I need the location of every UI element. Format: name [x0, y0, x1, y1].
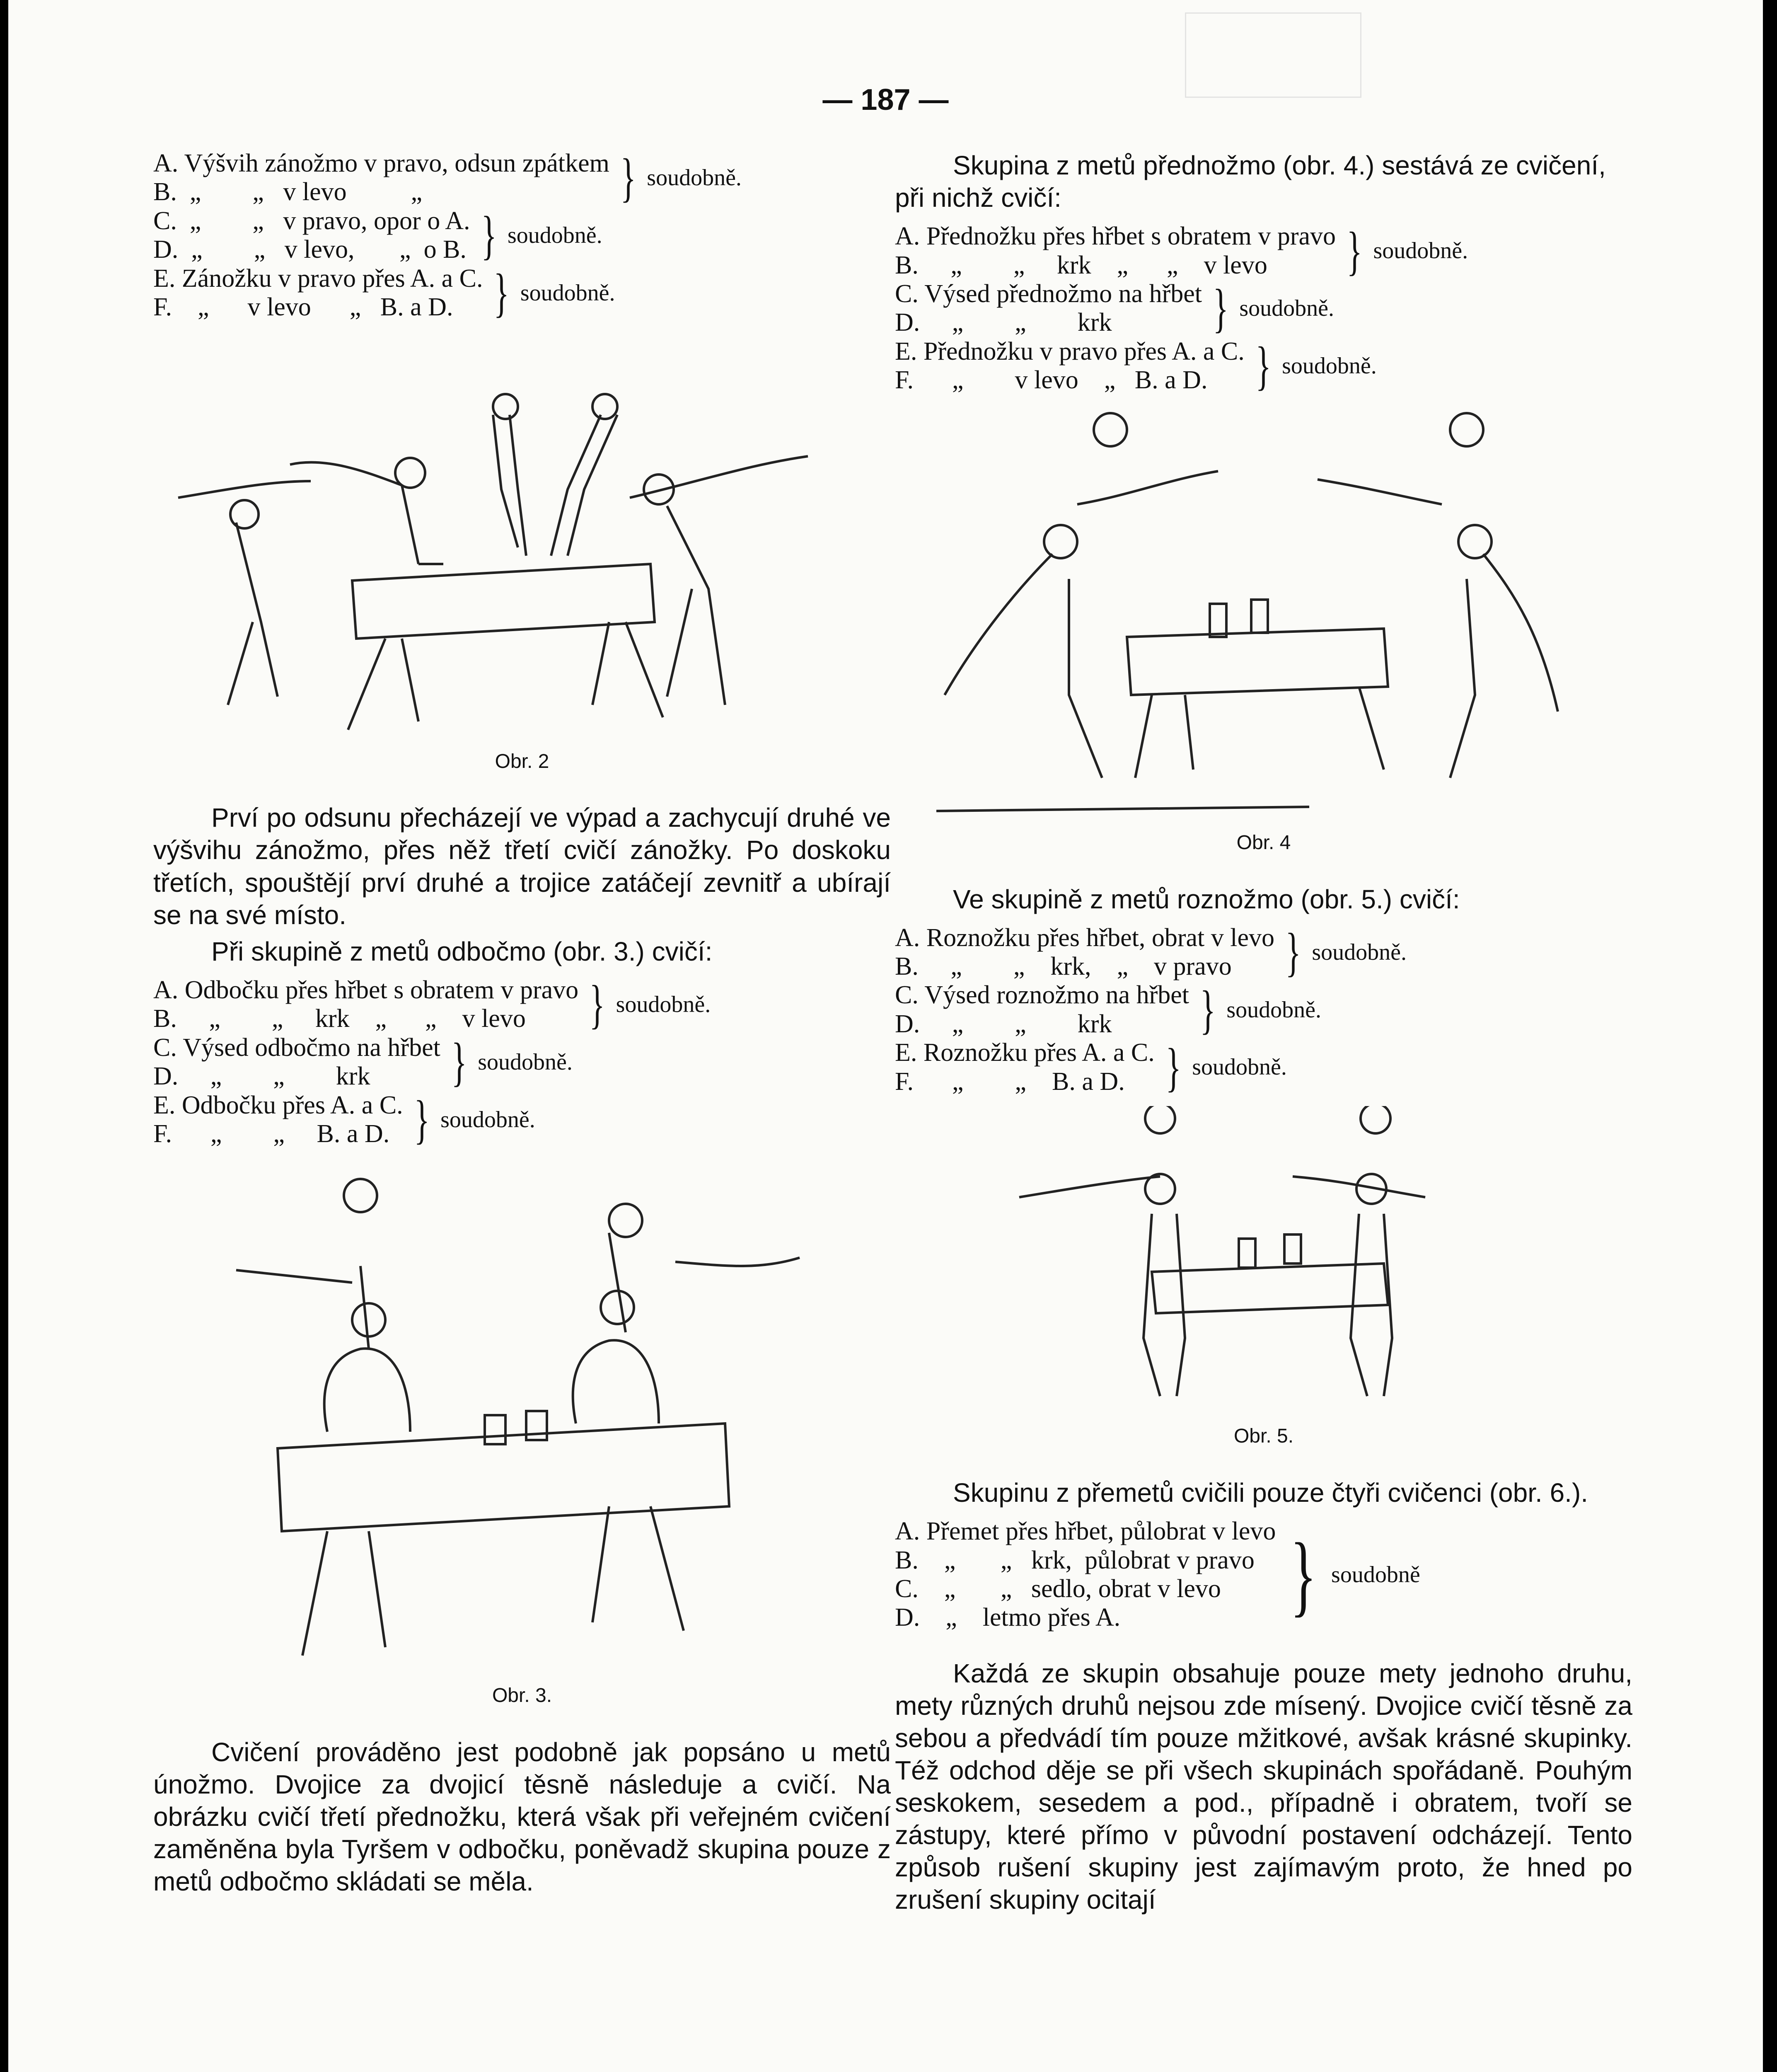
brace: } [620, 148, 636, 208]
exercise-row: D. „ „ v levo, „ o B. [153, 235, 467, 264]
exercise-row: C. Výsed přednožmo na hřbet [895, 280, 1202, 308]
exercise-row: F. „ „ B. a D. [153, 1119, 390, 1148]
exercise-row: A. Roznožku přes hřbet, obrat v levo [895, 923, 1274, 952]
paragraph-odbocmo: Cvičení prováděno jest podobně jak popsáno u metů únožmo. Dvojice za dvojicí těsně následuje a cvičí. Na obrázku cvičí třetí přednožku, která však při veřejném cvičení zaměněna byla Tyršem v odbočku, poněvadž skupina pouze z metů odbočmo skládati se měla. [153, 1737, 891, 1897]
figure-5-illustration [895, 1106, 1632, 1421]
brace: } [493, 263, 510, 323]
exercise-row: A. Přednožku přes hřbet s obratem v pravo [895, 222, 1336, 251]
exercise-row: E. Odbočku přes A. a C. [153, 1091, 403, 1119]
exercise-list-premet [895, 1517, 1632, 1632]
together-label: soudobně. [440, 1106, 535, 1133]
together-label: soudobně [1331, 1561, 1420, 1588]
figure-4-illustration [895, 405, 1632, 828]
exercise-list-prednozka [895, 222, 1632, 395]
exercise-row: B. „ „ krk „ „ v levo [153, 1005, 526, 1033]
intro-odbocmo: Při skupině z metů odbočmo (obr. 3.) cvičí: [211, 936, 713, 966]
brace: } [414, 1089, 430, 1150]
page-number: — 187 — [822, 83, 949, 116]
exercise-row: E. Zánožku v pravo přes A. a C. [153, 264, 483, 293]
brace: } [1200, 980, 1216, 1040]
exercise-row: B. „ „ krk, půlobrat v pravo [895, 1546, 1255, 1574]
intro-roznozmo: Ve skupině z metů roznožmo (obr. 5.) cvičí: [953, 884, 1460, 914]
together-label: soudobně. [520, 280, 615, 306]
brace: } [1255, 336, 1271, 396]
together-label: soudobně. [478, 1049, 573, 1075]
brace: } [1165, 1037, 1181, 1097]
paragraph-skupiny: Každá ze skupin obsahuje pouze mety jednoho druhu, mety různých druhů nejsou zde mísený. Dvojice cvičí těsně za sebou a předvádí tím pouze mžitkové, avšak krásné skupinky. Též odchod děje se při všech skupinách spořádaně. Pouhým seskokem, sesedem a pod., případně i obratem, tvoří se zástupy, které přímo v původní postavení odcházejí. Tento způsob rušení skupiny jest zajímavým proto, že hned po zrušení skupiny ocitají [895, 1658, 1632, 1915]
brace: } [1285, 922, 1301, 983]
page [8, 0, 1763, 2072]
together-label: soudobně. [1282, 353, 1377, 379]
together-label: soudobně. [507, 222, 602, 248]
left-column [153, 149, 891, 1902]
together-label: soudobně. [1239, 295, 1335, 322]
exercise-row: B. „ „ krk, „ v pravo [895, 952, 1232, 981]
paragraph-odsun: Prví po odsunu přecházejí ve výpad a zachycují druhé ve výšvihu zánožmo, přes něž třetí cvičí zánožky. Po doskoku třetích, spouštějí prví druhé a trojice zatáčejí zevnitř a ubírají se na své místo. [153, 803, 891, 930]
figure-4-caption: Obr. 4 [1236, 831, 1291, 854]
exercise-row: D. „ letmo přes A. [895, 1603, 1121, 1632]
together-label: soudobně. [616, 991, 711, 1017]
brace: } [1347, 221, 1362, 281]
together-label: soudobně. [1192, 1054, 1287, 1080]
exercise-list-odbocka [153, 976, 891, 1149]
intro-premety: Skupinu z přemetů cvičili pouze čtyři cvičenci (obr. 6.). [953, 1477, 1588, 1508]
together-label: soudobně. [1312, 939, 1407, 965]
right-column [895, 149, 1632, 1920]
together-label: soudobně. [647, 165, 742, 191]
brace: } [451, 1032, 467, 1092]
exercise-row: B. „ „ v levo „ [153, 178, 423, 206]
figure-2-caption: Obr. 2 [495, 750, 549, 772]
exercise-row: E. Přednožku v pravo přes A. a C. [895, 337, 1245, 366]
figure-3-caption: Obr. 3. [492, 1685, 552, 1707]
brace: } [481, 206, 497, 266]
exercise-row: A. Přemet přes hřbet, půlobrat v levo [895, 1517, 1276, 1546]
exercise-row: C. Výsed odbočmo na hřbet [153, 1033, 440, 1062]
exercise-row: D. „ „ krk [153, 1062, 370, 1091]
exercise-row: C. Výsed roznožmo na hřbet [895, 981, 1189, 1009]
together-label: soudobně. [1373, 238, 1468, 264]
brace: } [1213, 278, 1228, 339]
exercise-row: A. Výšvih zánožmo v pravo, odsun zpátkem [153, 149, 609, 177]
exercise-row: F. „ „ B. a D. [895, 1067, 1125, 1096]
figure-2-illustration [153, 332, 891, 746]
figure-5-caption: Obr. 5. [1233, 1425, 1294, 1447]
exercise-row: E. Roznožku přes A. a C. [895, 1038, 1155, 1067]
exercise-list-roznozka [895, 924, 1632, 1097]
exercise-row: F. „ v levo „ B. a D. [153, 293, 453, 322]
figure-3-illustration [153, 1158, 891, 1680]
exercise-row: D. „ „ krk [895, 308, 1112, 337]
exercise-row: A. Odbočku přes hřbet s obratem v pravo [153, 975, 579, 1004]
brace: } [1290, 1524, 1317, 1625]
brace: } [589, 975, 605, 1035]
exercise-row: B. „ „ krk „ „ v levo [895, 251, 1267, 279]
exercise-row: C. „ „ sedlo, obrat v levo [895, 1574, 1221, 1603]
exercise-row: F. „ v levo „ B. a D. [895, 366, 1208, 395]
together-label: soudobně. [1226, 997, 1322, 1023]
exercise-list-vysvih [153, 149, 891, 322]
exercise-row: D. „ „ krk [895, 1009, 1112, 1038]
intro-prednozmo: Skupina z metů přednožmo (obr. 4.) sestává ze cvičení, při nichž cvičí: [895, 150, 1606, 213]
exercise-row: C. „ „ v pravo, opor o A. [153, 206, 470, 235]
